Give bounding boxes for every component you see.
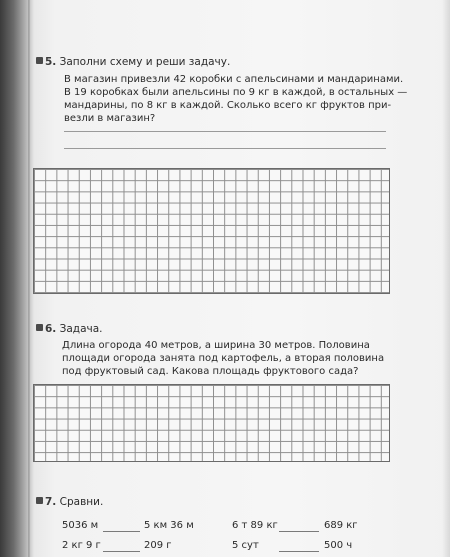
task-5-grid[interactable] (33, 168, 390, 294)
task-5-text (64, 73, 407, 125)
compare-3-right: 209 г (144, 540, 172, 551)
task-5-answer-line-1[interactable] (64, 131, 386, 132)
compare-1-blank[interactable] (103, 531, 140, 532)
compare-4-left: 5 сут (232, 540, 259, 551)
compare-3-left: 2 кг 9 г (62, 540, 101, 551)
compare-4-right: 500 ч (324, 540, 353, 551)
task-6-number: 6. (45, 323, 57, 335)
task-6-heading (36, 323, 102, 335)
page-right-edge (442, 0, 450, 557)
task-5-number: 5. (45, 56, 57, 68)
compare-1-right: 5 км 36 м (144, 520, 194, 531)
task-7-number: 7. (45, 496, 57, 508)
task-marker-icon (36, 57, 43, 64)
task-6-grid[interactable] (33, 384, 390, 462)
compare-2-blank[interactable] (279, 531, 319, 532)
task-marker-icon (36, 324, 43, 331)
task-5-line-4: везли в магазин? (64, 113, 156, 124)
task-6-title: Задача. (59, 323, 103, 335)
task-7-title: Сравни. (59, 496, 104, 508)
compare-1-left: 5036 м (62, 520, 99, 531)
compare-4-blank[interactable] (279, 551, 319, 552)
task-6-text (62, 339, 384, 378)
task-5-heading (36, 56, 230, 68)
task-5-line-2: В 19 коробках были апельсины по 9 кг в каждой, в остальных — (64, 87, 408, 98)
task-5-title: Заполни схему и реши задачу. (59, 56, 231, 68)
compare-2-right: 689 кг (324, 520, 358, 531)
compare-2-left: 6 т 89 кг (232, 520, 278, 531)
task-6-line-1: Длина огорода 40 метров, а ширина 30 метров. Половина (62, 340, 370, 351)
task-5-line-3: мандарины, по 8 кг в каждой. Сколько всего кг фруктов при- (64, 100, 392, 111)
task-5-answer-line-2[interactable] (64, 148, 386, 149)
scan-shadow (0, 0, 30, 557)
task-6-line-2: площади огорода занята под картофель, а вторая половина (62, 353, 385, 364)
task-7-heading (36, 496, 103, 508)
task-marker-icon (36, 497, 43, 504)
task-5-line-1: В магазин привезли 42 коробки с апельсинами и мандаринами. (64, 74, 404, 85)
compare-3-blank[interactable] (103, 551, 140, 552)
task-6-line-3: под фруктовый сад. Какова площадь фруктового сада? (62, 366, 359, 377)
